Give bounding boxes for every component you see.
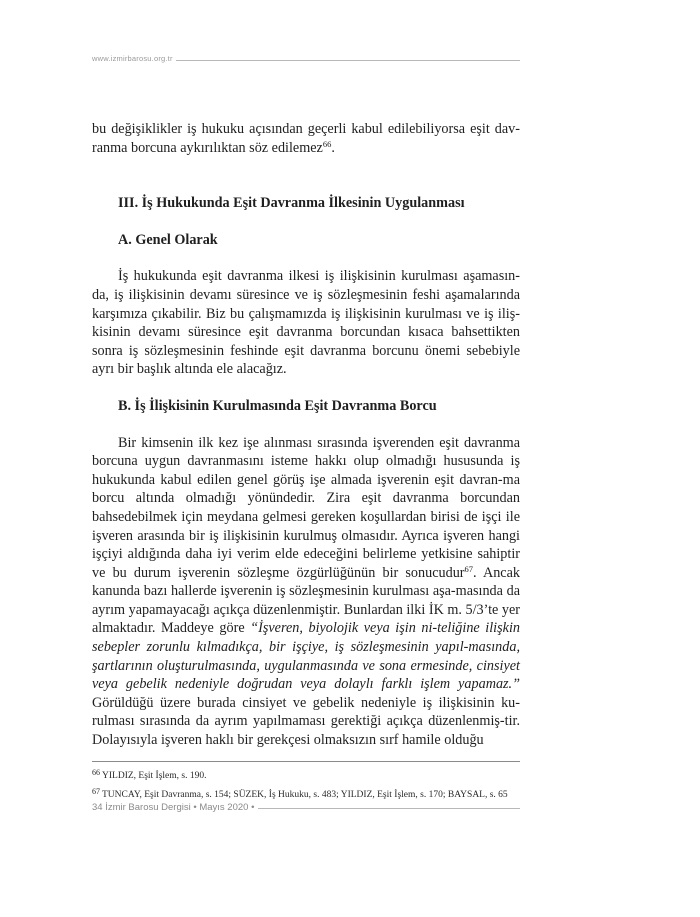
paragraph-text-b: . Ancak kanunda bazı hallerde işverenin iş sözleşmesinin kurulması aşa-masında da ayrım yapamayacağı açıkça düzenlenmiştir. Bunlardan ilki İK m. 5/3’te yer almaktadır. Maddeye göre bbox=[92, 564, 520, 637]
main-text bbox=[92, 120, 520, 750]
paragraph-text-a: Bir kimsenin ilk kez işe alınması sırasında işverenden eşit davranma borcuna uygun davranmasını isteme hakkı olup olmadığı hususunda iş hukukunda kabul edilen genel görüş işe almada işverenin eşit davran-ma borcu altında olmadığı yönündedir. Zira eşit davranma borcundan bahsedebilmek için meydana gelmesi gereken koşullardan birisi de işçi ile işveren arasında bir iş ilişkisinin kurulmuş olmasıdır. Ayrıca işveren hangi işçiyi aldığında daha iyi verim elde edeceğini belirleme yetkisine sahiptir ve bu durum işverenin sözleşme özgürlüğünün bir sonucudur bbox=[92, 434, 520, 581]
subsection-heading-a: A. Genel Olarak bbox=[118, 231, 218, 248]
footnote-number: 67 bbox=[92, 787, 100, 796]
footnotes bbox=[92, 765, 532, 803]
paragraph-employment bbox=[92, 434, 520, 750]
header-url: www.izmirbarosu.org.tr bbox=[92, 53, 176, 65]
paragraph-text: bu değişiklikler iş hukuku açısından geçerli kabul edilebiliyorsa eşit dav-ranma borcuna aykırılıktan söz edilemez bbox=[92, 121, 520, 156]
footnote-ref-66: 66 bbox=[322, 138, 332, 149]
paragraph-general: İş hukukunda eşit davranma ilkesi iş ilişkisinin kurulması aşamasın-da, iş ilişkisinin devamı süresince ve iş sözleşmesinin feshi aşamalarında karşımıza çıkabilir. Biz bu çalışmamızda iş ilişkisinin kurulması ve iş iliş-kisinin devamı süresince eşit davranma borcundan kısaca bahsettikten sonra iş sözleşmesinin feshinde eşit davranma borcunu önemi sebebiyle ayrı bir başlık altında ele alacağız. bbox=[92, 268, 520, 378]
paragraph-text-c: Görüldüğü üzere burada cinsiyet ve gebelik nedeniyle iş ilişkisinin ku-rulması sırasında da ayrım yapılmaması gerektiği açıkça düzenlenmiş-tir. Dolayısıyla işveren haklı bir gerekçesi olmaksızın sırf hamile olduğu bbox=[92, 694, 520, 749]
footnote-66 bbox=[92, 765, 532, 784]
footnote-number: 66 bbox=[92, 768, 100, 777]
page-header bbox=[92, 53, 520, 67]
footnote-text: TUNCAY, Eşit Davranma, s. 154; SÜZEK, İş Hukuku, s. 483; YILDIZ, Eşit İşlem, s. 170; BAYSAL, s. 65 bbox=[102, 790, 508, 800]
law-quote: “İşveren, biyolojik veya işin ni-teliğine ilişkin sebepler zorunlu kılmadıkça, bir işçiye, iş sözleşmesinin yapıl-masında, şartlarının oluşturulmasında, uygulanmasında ve sona ermesinde, cinsiyet veya gebelik nedeniyle doğrudan veya dolaylı farklı işlem yapamaz.” bbox=[92, 620, 520, 693]
paragraph-continued: bu değişiklikler iş hukuku açısından geçerli kabul edilebiliyorsa eşit dav-ranma borcuna aykırılıktan söz edilemez$^{66}$. bbox=[92, 121, 520, 156]
footnote-text: YILDIZ, Eşit İşlem, s. 190. bbox=[102, 771, 207, 781]
footnote-rule bbox=[92, 761, 520, 762]
section-heading-iii: III. İş Hukukunda Eşit Davranma İlkesinin Uygulanması bbox=[118, 195, 465, 212]
subsection-heading-b: B. İş İlişkisinin Kurulmasında Eşit Davranma Borcu bbox=[118, 397, 437, 414]
footnote-ref-67: 67 bbox=[464, 563, 474, 574]
page-footer bbox=[92, 801, 520, 815]
footer-page-info: 34 İzmir Barosu Dergisi • Mayıs 2020 • bbox=[92, 801, 258, 814]
